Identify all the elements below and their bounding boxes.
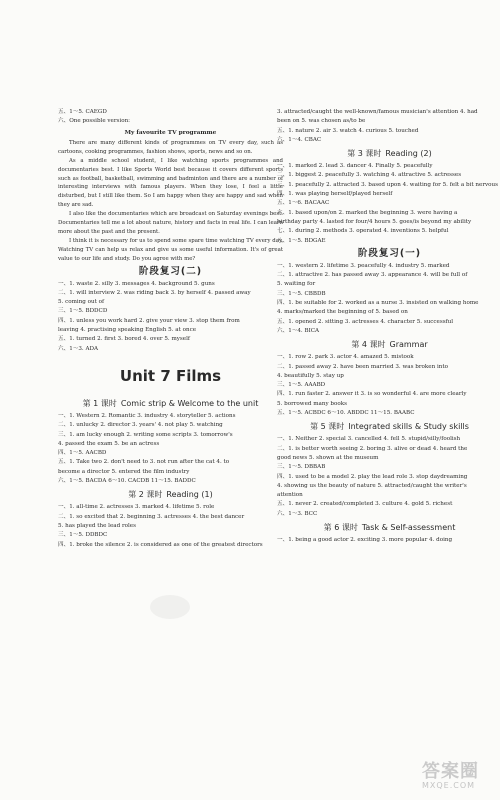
answer-line: good news 5. shown at the museum — [277, 454, 379, 461]
essay-title: My favourite TV programme — [124, 129, 217, 136]
lesson-topic: Comic strip & Welcome to the unit — [120, 398, 259, 408]
answer-line: 五、1～6. BACAAC — [277, 200, 330, 207]
watermark-site-text: MXQE.COM — [422, 781, 476, 790]
review-heading: 阶段复习(二) — [138, 265, 203, 277]
answer-line: 一、1. waste 2. silly 3. messages 4. background 5. guns — [58, 280, 215, 287]
answer-line: 一、1. all-time 2. actresses 3. marked 4. lifetime 5. role — [58, 504, 215, 511]
answer-line: been on 5. was chosen as/to be — [277, 118, 366, 125]
answer-line: 五、1～5. ACBDC 6～10. ABDDC 11～15. BAABC — [277, 410, 415, 417]
answer-line: 二、1. biggest 2. peacefully 3. watching 4. attractive 5. actresses — [277, 172, 462, 179]
answer-line: 5. has played the lead roles — [58, 522, 136, 529]
lesson-heading — [277, 146, 500, 161]
answer-line: 七、1. during 2. methods 3. operated 4. inventions 5. helpful — [277, 228, 449, 235]
essay-paragraph: I also like the documentaries which are broadcast on Saturday evenings best. Documentaries tell me a lot about nature, history and facts in real life. I can learn more about the past and the present. — [58, 211, 283, 235]
answer-line: 一、1. marked 2. lead 3. dancer 4. Finally 5. peacefully — [277, 163, 433, 170]
lesson-number: 第 6 课时 — [323, 522, 358, 532]
answer-line: 五、1. turned 2. first 3. bored 4. over 5. myself — [58, 336, 190, 343]
answer-line: attention — [277, 492, 303, 499]
lesson-heading — [277, 337, 500, 352]
answer-line: 二、1. unlucky 2. director 3. years' 4. not play 5. watching — [58, 422, 223, 429]
lesson-heading — [58, 396, 283, 411]
left-column — [58, 108, 283, 550]
answer-line: 一、1. row 2. park 3. actor 4. amazed 5. mistook — [277, 354, 414, 361]
lesson-topic: Grammar — [389, 340, 428, 350]
lesson-number: 第 4 课时 — [351, 340, 386, 350]
answer-line: 五、1. never 2. created/completed 3. culture 4. gold 5. richest — [277, 501, 453, 508]
answer-line: 4. passed the exam 5. be an actress — [58, 440, 160, 447]
answer-line: 一、1. western 2. lifetime 3. peacefully 4. industry 5. marked — [277, 262, 450, 269]
answer-line: 五、1. opened 2. sitting 3. actresses 4. character 5. successful — [277, 318, 454, 325]
answer-line: 八、1～5. BDGAE — [277, 237, 326, 244]
lesson-number: 第 2 课时 — [128, 490, 163, 500]
lesson-topic: Task & Self-assessment — [361, 522, 456, 532]
answer-line: 三、1～5. CBBDB — [277, 290, 326, 297]
lesson-heading — [58, 487, 283, 502]
answer-line: 三、1～5. DDBDC — [58, 532, 108, 539]
answer-line: 六、1～3. BCC — [277, 510, 318, 517]
answer-line: 5. coming out of — [58, 299, 105, 306]
answer-line: 二、1. attractive 2. has passed away 3. appearance 4. will be full of — [277, 272, 468, 279]
lesson-number: 第 3 课时 — [347, 149, 382, 159]
answer-line: 二、1. is better worth seeing 2. boring 3. alive or dead 4. heard the — [277, 445, 468, 452]
watermark-logo-text: 答案圈 — [422, 761, 479, 782]
answer-line: 四、1. broke the silence 2. is considered as one of the greatest directors — [58, 541, 263, 548]
answer-line: 四、1. be suitable for 2. worked as a nurse 3. insisted on walking home — [277, 300, 479, 307]
answer-line: 三、1～5. AAABD — [277, 382, 326, 389]
answer-line: 4. showing us the beauty of nature 5. attracted/caught the writer's — [277, 482, 467, 489]
answer-line: 一、1. Western 2. Romantic 3. industry 4. storyteller 5. actions — [58, 412, 236, 419]
answer-line: 四、1. run faster 2. answer it 3. is so wonderful 4. are more clearly — [277, 391, 467, 398]
answer-line: 四、1. used to be a model 2. play the lead role 3. stop daydreaming — [277, 473, 468, 480]
answer-line: 3. attracted/caught the well-known/famous musician's attention 4. had — [277, 109, 478, 115]
essay-paragraph: As a middle school student, I like watching sports programmes and documentaries best. I like Sports World best because it covers different sports such as football, basketball, swimming and badminton and there are a number of interesting interviews with famous players. When they lose, I feel a little disturbed, but I still like them. So I am happy when they are happy and sad when they are sad. — [58, 157, 283, 209]
answer-line: 5. borrowed many books — [277, 400, 347, 407]
answer-line: 三、1～5. BDDCD — [58, 308, 108, 315]
answer-line: 六、1～3. ADA — [58, 345, 99, 352]
answer-line: 4. marks/marked the beginning of 5. based on — [277, 309, 408, 316]
answer-line: 六、One possible version: — [58, 118, 131, 125]
lesson-heading — [277, 520, 500, 535]
faint-stamp-mark — [150, 595, 190, 619]
right-column — [277, 108, 500, 545]
essay-paragraph: I think it is necessary for us to spend some spare time watching TV every day. Watching TV can help us relax and give us some useful information. It's of great value to our life and study. Do you agree with me? — [58, 237, 283, 262]
essay-paragraph: There are many different kinds of programmes on TV every day, such as cartoons, cooking programmes, fashion shows, sports, news and so on. — [58, 139, 283, 155]
answer-line: 四、1～5. AACBD — [58, 450, 107, 457]
answer-line: become a director 5. entered the film industry — [58, 468, 190, 475]
answer-line: 二、1. so excited that 2. beginning 3. actresses 4. the best dancer — [58, 513, 245, 520]
lesson-number: 第 1 课时 — [82, 398, 117, 408]
answer-line: 一、1. Neither 2. special 3. cancelled 4. fell 5. stupid/silly/foolish — [277, 436, 461, 443]
answer-line: birthday party 4. lasted for four/4 hours 5. goes/is beyond my ability — [277, 218, 472, 225]
answer-line: 三、1～5. DBBAB — [277, 464, 326, 471]
unit-title: Unit 7 Films — [119, 366, 222, 385]
answer-line: 5. waiting for — [277, 281, 316, 288]
watermark-logo — [422, 757, 496, 795]
answer-line: 二、1. passed away 2. have been married 3. was broken into — [277, 363, 448, 370]
answer-line: leaving 4. practising speaking English 5. at once — [58, 327, 197, 334]
lesson-topic: Reading (2) — [385, 149, 432, 159]
review-heading: 阶段复习(一) — [357, 247, 422, 259]
answer-line: 五、1. Take two 2. don't need to 3. not run after the cat 4. to — [58, 459, 230, 466]
answer-line: 三、1. peacefully 2. attracted 3. based upon 4. waiting for 5. felt a bit nervous — [277, 181, 498, 188]
answer-line: 四、1. unless you work hard 2. give your view 3. stop them from — [58, 317, 240, 324]
answer-line: 4. beautifully 5. stay up — [277, 372, 344, 379]
lesson-topic: Integrated skills & Study skills — [348, 422, 469, 432]
answer-line: 六、1. based upon/on 2. marked the beginning 3. were having a — [277, 209, 458, 216]
answer-line: 五、1～5. CAEGD — [58, 109, 107, 115]
answer-line: 二、1. will interview 2. was riding back 3. by herself 4. passed away — [58, 289, 251, 296]
answer-line: 六、1～4. CBAC — [277, 136, 322, 143]
answer-line: 三、1. am lucky enough 2. writing some scripts 3. tomorrow's — [58, 431, 233, 438]
lesson-number: 第 5 课时 — [310, 422, 345, 432]
answer-line: 六、1～4. BICA — [277, 327, 320, 334]
answer-line: 四、1. was playing herself/played herself — [277, 191, 393, 198]
answer-line: 五、1. nature 2. air 3. watch 4. curious 5. touched — [277, 127, 419, 134]
lesson-heading — [277, 419, 500, 434]
answer-line: 一、1. being a good actor 2. exciting 3. more popular 4. doing — [277, 536, 453, 543]
answer-line: 六、1～5. BACDA 6～10. CACDB 11～15. BADDC — [58, 478, 196, 485]
lesson-topic: Reading (1) — [166, 490, 213, 500]
